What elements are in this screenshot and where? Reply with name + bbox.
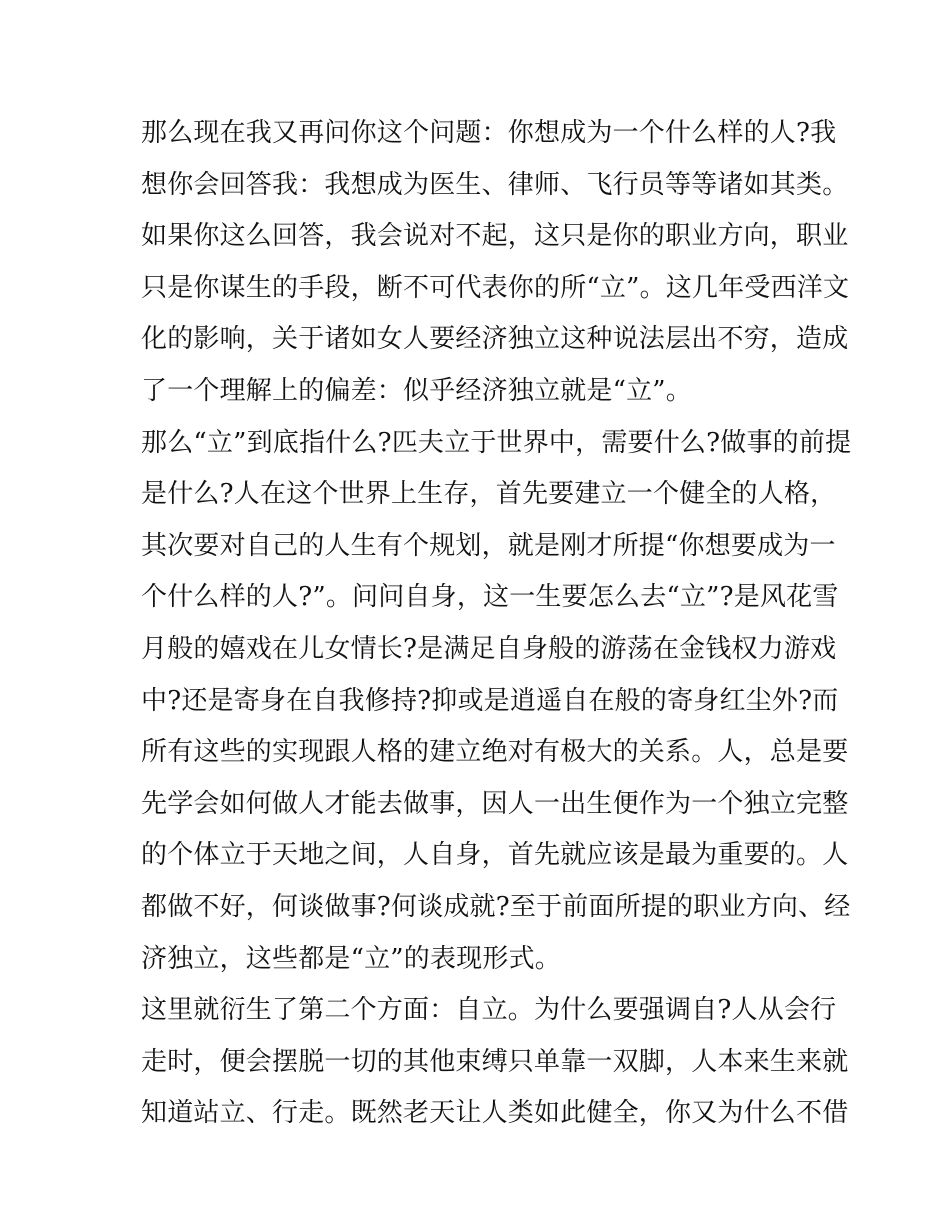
paragraph (141, 985, 849, 1140)
document-body (141, 108, 852, 1140)
text-line: 那么“立”到底指什么?匹夫立于世界中，需要什么?做事的前提 (141, 427, 852, 458)
text-line: 月般的嬉戏在儿女情长?是满足自身般的游荡在金钱权力游戏 (141, 633, 837, 664)
text-line: 个什么样的人?”。问问自身，这一生要怎么去“立”?是风花雪 (141, 582, 839, 613)
text-line: 所有这些的实现跟人格的建立绝对有极大的关系。人，总是要 (141, 737, 849, 768)
text-line: 只是你谋生的手段，断不可代表你的所“立”。这几年受西洋文 (141, 272, 850, 303)
text-line: 想你会回答我：我想成为医生、律师、飞行员等等诸如其类。 (141, 169, 849, 200)
text-line: 如果你这么回答，我会说对不起，这只是你的职业方向，职业 (141, 221, 849, 252)
text-line: 济独立，这些都是“立”的表现形式。 (141, 943, 561, 974)
text-line: 这里就衍生了第二个方面：自立。为什么要强调自?人从会行 (141, 995, 837, 1026)
text-line: 是什么?人在这个世界上生存，首先要建立一个健全的人格， (141, 479, 837, 510)
text-line: 的个体立于天地之间，人自身，首先就应该是最为重要的。人 (141, 840, 849, 871)
text-line: 了一个理解上的偏差：似乎经济独立就是“立”。 (141, 375, 692, 406)
paragraph (141, 108, 850, 418)
text-line: 中?还是寄身在自我修持?抑或是逍遥自在般的寄身红尘外?而 (141, 685, 839, 716)
text-line: 走时，便会摆脱一切的其他束缚只单靠一双脚，人本来生来就 (141, 1046, 849, 1077)
text-line: 化的影响，关于诸如女人要经济独立这种说法层出不穷，造成 (141, 324, 849, 355)
paragraph (141, 418, 852, 986)
text-line: 先学会如何做人才能去做事，因人一出生便作为一个独立完整 (141, 788, 849, 819)
text-line: 知道站立、行走。既然老天让人类如此健全，你又为什么不借 (141, 1098, 849, 1129)
text-line: 都做不好，何谈做事?何谈成就?至于前面所提的职业方向、经 (141, 891, 851, 922)
text-line: 那么现在我又再问你这个问题：你想成为一个什么样的人?我 (141, 118, 837, 148)
text-line: 其次要对自己的人生有个规划，就是刚才所提“你想要成为一 (141, 530, 836, 561)
